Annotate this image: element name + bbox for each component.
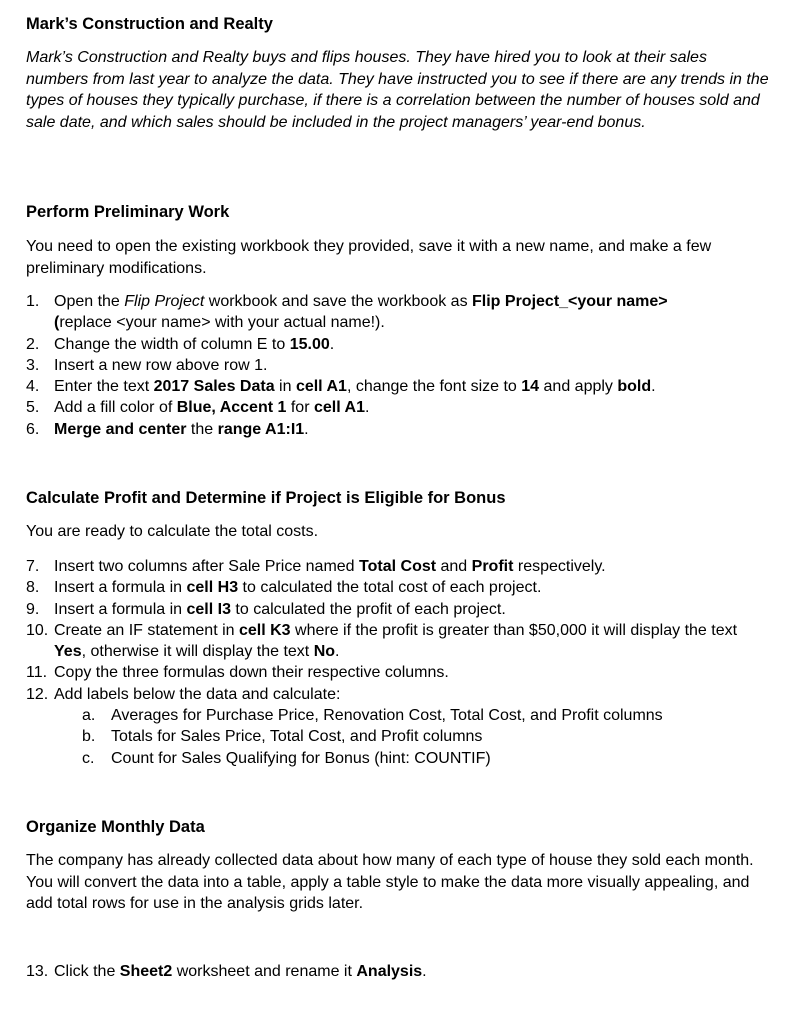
section-heading-preliminary: Perform Preliminary Work: [26, 203, 230, 221]
list-item: 8. Insert a formula in cell H3 to calculated the total cost of each project.: [26, 579, 542, 597]
list-item: 11. Copy the three formulas down their respective columns.: [26, 664, 449, 682]
section-paragraph-preliminary: You need to open the existing workbook they provided, save it with a new name, and make a few preliminary modifications.: [26, 238, 712, 277]
list-item: 13. Click the Sheet2 worksheet and rename it Analysis.: [26, 963, 427, 980]
list-item: 9. Insert a formula in cell I3 to calculated the profit of each project.: [26, 600, 506, 618]
section-heading-monthly: Organize Monthly Data: [26, 818, 205, 836]
section-paragraph-monthly: The company has already collected data about how many of each type of house they sold each month. You will convert the data into a table, apply a table style to make the data more visually appealing, and add total rows for use in the analysis grids later.: [26, 852, 754, 913]
section-heading-profit: Calculate Profit and Determine if Project is Eligible for Bonus: [26, 489, 506, 507]
sub-list-item: a. Averages for Purchase Price, Renovation Cost, Total Cost, and Profit columns: [82, 707, 663, 725]
sub-list-item: b. Totals for Sales Price, Total Cost, and Profit columns: [82, 728, 483, 746]
list-item: 1. Open the Flip Project workbook and save the workbook as Flip Project_<your name> (replace <your name> with your actual name!).: [26, 293, 668, 332]
list-item: 2. Change the width of column E to 15.00.: [26, 335, 335, 353]
list-item: 7. Insert two columns after Sale Price named Total Cost and Profit respectively.: [26, 558, 606, 575]
profit-steps-list: [26, 556, 771, 769]
preliminary-steps-list: [26, 291, 771, 440]
calculation-sublist: [54, 705, 771, 769]
list-item: 3. Insert a new row above row 1.: [26, 356, 268, 374]
section-paragraph-profit: You are ready to calculate the total costs.: [26, 523, 319, 540]
list-item: 10. Create an IF statement in cell K3 where if the profit is greater than $50,000 it will display the text Yes, otherwise it will display the text No.: [26, 621, 738, 661]
intro-paragraph: Mark’s Construction and Realty buys and flips houses. They have hired you to look at their sales numbers from last year to analyze the data. They have instructed you to see if there are any trends in the types of houses they typically purchase, if there is a correlation between the number of houses sold and sale date, and which sales should be included in the project managers’ year-end bonus.: [26, 49, 769, 131]
list-item: 5. Add a fill color of Blue, Accent 1 for cell A1.: [26, 399, 370, 417]
list-item: 6. Merge and center the range A1:I1.: [26, 420, 309, 438]
sub-list-item: c. Count for Sales Qualifying for Bonus (hint: COUNTIF): [82, 749, 491, 767]
document-title: Mark’s Construction and Realty: [26, 15, 273, 33]
list-item: 12. Add labels below the data and calculate: a. Averages for Purchase Price, Renovation Cost, Total Cost, and Profit columns b. Totals for Sales Price, Total Cost, and Profit columns c. Count for Sales Qualifying for Bonus (hint: COUNTIF): [26, 684, 771, 769]
monthly-steps-list: [26, 961, 771, 982]
list-item: 4. Enter the text 2017 Sales Data in cell A1, change the font size to 14 and apply bold.: [26, 378, 656, 396]
